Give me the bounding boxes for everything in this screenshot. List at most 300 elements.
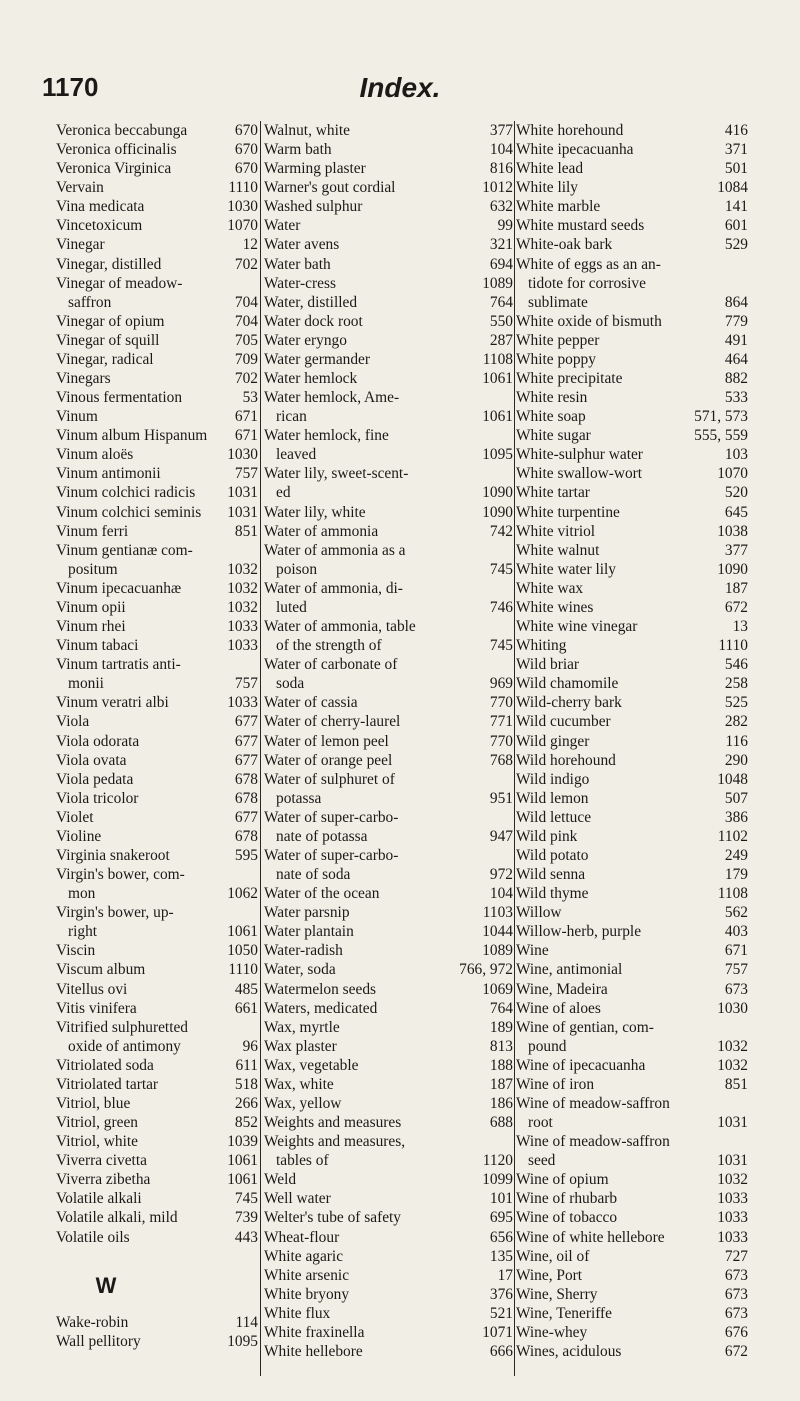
entry-term: White wine vinegar — [516, 618, 638, 636]
entry-page-ref: 851 — [234, 522, 258, 540]
index-entry — [264, 941, 513, 960]
entry-page-ref: 550 — [489, 312, 513, 330]
entry-page-ref: 1030 — [717, 999, 748, 1017]
index-entry — [264, 464, 513, 483]
entry-term: Waters, medicated — [264, 999, 378, 1017]
entry-term: Water germander — [264, 350, 371, 368]
index-entry — [56, 655, 258, 674]
index-entry — [56, 846, 258, 865]
entry-page-ref: 287 — [489, 331, 513, 349]
entry-term: Veronica beccabunga — [56, 122, 188, 139]
index-entry — [56, 1228, 258, 1247]
index-entry — [516, 674, 748, 693]
entry-term: Water of sulphuret of — [264, 770, 395, 788]
entry-page-ref: 704 — [234, 293, 258, 311]
entry-term: Wine of tobacco — [516, 1209, 618, 1227]
entry-page-ref: 972 — [489, 866, 513, 884]
entry-page-ref: 1039 — [227, 1133, 258, 1151]
entry-term: soda — [276, 675, 305, 693]
entry-page-ref: 694 — [489, 255, 513, 273]
entry-page-ref: 1012 — [482, 179, 513, 197]
index-entry — [264, 197, 513, 216]
entry-term: Water hemlock, Ame- — [264, 389, 400, 407]
column-divider — [514, 121, 515, 1376]
entry-term: Washed sulphur — [264, 198, 363, 216]
entry-page-ref: 518 — [234, 1075, 258, 1093]
entry-term: Wild thyme — [516, 885, 589, 903]
index-entry — [264, 922, 513, 941]
entry-page-ref: 757 — [234, 465, 258, 483]
index-entry — [56, 617, 258, 636]
entry-term: Wax, vegetable — [264, 1056, 359, 1074]
entry-term: Water dock root — [264, 312, 363, 330]
index-entry — [264, 884, 513, 903]
entry-page-ref: 1108 — [717, 885, 748, 903]
entry-page-ref: 1031 — [717, 1114, 748, 1132]
entry-term: White sugar — [516, 427, 591, 445]
entry-page-ref: 1095 — [227, 1332, 258, 1350]
index-entry — [264, 159, 513, 178]
entry-page-ref: 53 — [242, 389, 258, 407]
index-entry — [516, 579, 748, 598]
entry-page-ref: 529 — [724, 236, 748, 254]
entry-term: saffron — [68, 293, 112, 311]
index-entry — [264, 1132, 513, 1151]
entry-page-ref: 1120 — [482, 1152, 513, 1170]
entry-page-ref: 670 — [234, 141, 258, 159]
index-entry — [56, 445, 258, 464]
index-entry — [264, 445, 513, 464]
index-entry — [264, 655, 513, 674]
index-entry — [516, 980, 748, 999]
index-entry — [264, 1170, 513, 1189]
entry-term: Vinum ferri — [56, 522, 129, 540]
entry-page-ref: 864 — [724, 293, 748, 311]
entry-term: Water of orange peel — [264, 751, 393, 769]
entry-term: luted — [276, 598, 307, 616]
entry-term: White oxide of bismuth — [516, 312, 662, 330]
entry-term: Willow-herb, purple — [516, 923, 642, 941]
entry-page-ref: 1031 — [227, 503, 258, 521]
entry-term: Vinegar, distilled — [56, 255, 162, 273]
entry-term: White ipecacuanha — [516, 141, 634, 159]
index-entry — [516, 941, 748, 960]
index-entry — [264, 712, 513, 731]
entry-page-ref: 645 — [724, 503, 748, 521]
entry-term: nate of soda — [276, 866, 351, 884]
index-entry — [56, 598, 258, 617]
entry-term: Water of carbonate of — [264, 656, 398, 674]
entry-term: rican — [276, 408, 307, 426]
index-entry — [56, 922, 258, 941]
index-entry — [56, 1332, 258, 1351]
index-entry — [516, 1170, 748, 1189]
entry-term: Wine — [516, 942, 549, 960]
entry-page-ref: 1071 — [482, 1323, 513, 1341]
entry-page-ref: 671 — [724, 942, 748, 960]
index-entry — [516, 922, 748, 941]
entry-term: nate of potassa — [276, 827, 368, 845]
entry-page-ref: 443 — [234, 1228, 258, 1246]
index-entry — [516, 655, 748, 674]
index-entry — [56, 1313, 258, 1332]
entry-page-ref: 1061 — [227, 1152, 258, 1170]
entry-page-ref: 1033 — [227, 637, 258, 655]
index-entry — [264, 1151, 513, 1170]
entry-page-ref: 666 — [489, 1343, 513, 1360]
index-entry — [56, 827, 258, 846]
entry-term: Veronica officinalis — [56, 141, 177, 159]
entry-term: Viola odorata — [56, 732, 140, 750]
index-entry — [516, 636, 748, 655]
index-entry — [264, 541, 513, 560]
entry-term: Vitriol, green — [56, 1114, 138, 1132]
index-entry — [264, 331, 513, 350]
entry-term: Wine of white hellebore — [516, 1228, 665, 1246]
entry-term: Vinous fermentation — [56, 389, 183, 407]
index-entry — [264, 980, 513, 999]
index-entry — [264, 617, 513, 636]
entry-term: Violet — [56, 808, 94, 826]
entry-page-ref: 187 — [489, 1075, 513, 1093]
entry-page-ref: 1032 — [717, 1056, 748, 1074]
entry-page-ref: 746 — [489, 598, 513, 616]
entry-page-ref: 677 — [234, 751, 258, 769]
entry-term: White pepper — [516, 331, 600, 349]
entry-term: Wine of ipecacuanha — [516, 1056, 646, 1074]
entry-page-ref: 258 — [724, 675, 748, 693]
index-entry — [56, 293, 258, 312]
entry-term: Wine, Port — [516, 1266, 583, 1284]
entry-term: White-sulphur water — [516, 446, 643, 464]
entry-page-ref: 1099 — [482, 1171, 513, 1189]
entry-term: Wake-robin — [56, 1313, 129, 1331]
entry-term: Virginia snakeroot — [56, 846, 170, 864]
index-entry — [56, 674, 258, 693]
index-entry — [264, 1189, 513, 1208]
index-entry — [516, 770, 748, 789]
entry-page-ref: 764 — [489, 999, 513, 1017]
entry-term: Vinegars — [56, 370, 111, 388]
entry-term: Wax, yellow — [264, 1094, 342, 1112]
index-entry — [56, 712, 258, 731]
index-entry — [516, 1094, 748, 1113]
index-entry — [516, 1151, 748, 1170]
entry-term: oxide of antimony — [68, 1037, 181, 1055]
index-entry — [264, 1208, 513, 1227]
index-entry — [264, 369, 513, 388]
index-entry — [264, 483, 513, 502]
entry-page-ref: 672 — [724, 598, 748, 616]
entry-page-ref: 546 — [724, 656, 748, 674]
entry-term: White agaric — [264, 1247, 344, 1265]
entry-term: White water lily — [516, 560, 617, 578]
index-entry — [56, 693, 258, 712]
index-entry — [516, 808, 748, 827]
entry-term: Water of cassia — [264, 694, 358, 712]
entry-term: Weights and measures — [264, 1114, 402, 1132]
entry-term: Viverra civetta — [56, 1152, 147, 1170]
index-entry — [264, 388, 513, 407]
index-entry — [56, 1056, 258, 1075]
entry-term: Wines, acidulous — [516, 1343, 622, 1360]
index-entry — [516, 617, 748, 636]
index-entry — [516, 312, 748, 331]
index-entry — [516, 503, 748, 522]
index-entry — [516, 1056, 748, 1075]
index-entry — [516, 1189, 748, 1208]
index-entry — [516, 1285, 748, 1304]
entry-page-ref: 1069 — [482, 980, 513, 998]
index-entry — [516, 121, 748, 140]
entry-page-ref: 1061 — [482, 408, 513, 426]
index-entry — [264, 903, 513, 922]
entry-page-ref: 742 — [489, 522, 513, 540]
index-entry — [56, 1075, 258, 1094]
entry-page-ref: 377 — [489, 122, 513, 139]
entry-term: Vitriol, white — [56, 1133, 139, 1151]
index-entry — [56, 1208, 258, 1227]
entry-page-ref: 1090 — [482, 484, 513, 502]
entry-page-ref: 266 — [234, 1094, 258, 1112]
index-entry — [264, 674, 513, 693]
entry-page-ref: 491 — [724, 331, 748, 349]
entry-term: Vinum colchici radicis — [56, 484, 196, 502]
entry-term: White bryony — [264, 1285, 350, 1303]
entry-term: poison — [276, 560, 318, 578]
entry-page-ref: 141 — [724, 198, 748, 216]
index-entry — [264, 1247, 513, 1266]
index-entry — [516, 216, 748, 235]
entry-term: Vitriolated soda — [56, 1056, 154, 1074]
index-entry — [264, 598, 513, 617]
entry-page-ref: 947 — [489, 827, 513, 845]
index-entry — [264, 960, 513, 979]
entry-term: Whiting — [516, 637, 567, 655]
entry-term: White arsenic — [264, 1266, 350, 1284]
entry-page-ref: 179 — [724, 866, 748, 884]
entry-page-ref: 1033 — [717, 1228, 748, 1246]
entry-page-ref: 673 — [724, 1304, 748, 1322]
entry-page-ref: 571, 573 — [694, 408, 748, 426]
entry-page-ref: 1089 — [482, 942, 513, 960]
entry-page-ref: 739 — [234, 1209, 258, 1227]
index-entry — [264, 293, 513, 312]
entry-term: monii — [68, 675, 104, 693]
entry-term: Viverra zibetha — [56, 1171, 151, 1189]
index-entry — [56, 522, 258, 541]
entry-page-ref: 188 — [489, 1056, 513, 1074]
entry-page-ref: 672 — [724, 1343, 748, 1360]
entry-page-ref: 677 — [234, 732, 258, 750]
index-entry — [264, 140, 513, 159]
index-entry — [264, 274, 513, 293]
entry-page-ref: 1050 — [227, 942, 258, 960]
entry-page-ref: 186 — [489, 1094, 513, 1112]
page-number: 1170 — [42, 72, 99, 102]
entry-term: Wine of rhubarb — [516, 1190, 618, 1208]
entry-page-ref: 1033 — [717, 1209, 748, 1227]
index-entry — [264, 1266, 513, 1285]
entry-term: White swallow-wort — [516, 465, 643, 483]
index-entry — [516, 1132, 748, 1151]
index-entry — [264, 522, 513, 541]
entry-term: White lily — [516, 179, 578, 197]
entry-term: Viola pedata — [56, 770, 134, 788]
entry-term: White marble — [516, 198, 601, 216]
entry-term: Water avens — [264, 236, 340, 254]
index-entry — [56, 732, 258, 751]
entry-page-ref: 951 — [489, 789, 513, 807]
entry-page-ref: 135 — [489, 1247, 513, 1265]
index-entry — [56, 426, 258, 445]
entry-page-ref: 1103 — [482, 904, 513, 922]
index-entry — [516, 388, 748, 407]
entry-term: Water of cherry-laurel — [264, 713, 401, 731]
index-entry — [56, 255, 258, 274]
index-entry — [516, 1304, 748, 1323]
entry-page-ref: 485 — [234, 980, 258, 998]
entry-page-ref: 1032 — [227, 598, 258, 616]
index-entry — [264, 789, 513, 808]
index-entry — [516, 1323, 748, 1342]
entry-term: Wine of aloes — [516, 999, 601, 1017]
entry-page-ref: 1108 — [482, 350, 513, 368]
index-entry — [516, 293, 748, 312]
entry-page-ref: 656 — [489, 1228, 513, 1246]
index-entry — [264, 1075, 513, 1094]
entry-term: Wild cucumber — [516, 713, 611, 731]
index-entry — [516, 483, 748, 502]
entry-page-ref: 1070 — [717, 465, 748, 483]
index-entry — [516, 159, 748, 178]
entry-term: Water plantain — [264, 923, 354, 941]
entry-term: Vitriol, blue — [56, 1094, 131, 1112]
entry-term: Water of super-carbo- — [264, 846, 399, 864]
entry-term: White lead — [516, 160, 584, 178]
index-entry — [56, 369, 258, 388]
entry-term: Vitellus ovi — [56, 980, 128, 998]
entry-page-ref: 1030 — [227, 198, 258, 216]
entry-term: Vinum opii — [56, 598, 126, 616]
entry-term: Wine of iron — [516, 1075, 595, 1093]
entry-page-ref: 673 — [724, 980, 748, 998]
entry-term: Water lily, white — [264, 503, 366, 521]
index-entry — [56, 865, 258, 884]
entry-term: Wild lettuce — [516, 808, 592, 826]
index-entry — [264, 1285, 513, 1304]
index-entry — [516, 464, 748, 483]
entry-page-ref: 1110 — [228, 961, 258, 979]
index-entry — [264, 178, 513, 197]
entry-page-ref: 1062 — [227, 885, 258, 903]
index-entry — [56, 331, 258, 350]
entry-term: Wild lemon — [516, 789, 589, 807]
entry-page-ref: 709 — [234, 350, 258, 368]
index-entry — [56, 483, 258, 502]
index-entry — [516, 445, 748, 464]
entry-page-ref: 677 — [234, 808, 258, 826]
index-entry — [56, 197, 258, 216]
entry-page-ref: 116 — [725, 732, 748, 750]
index-entry — [56, 884, 258, 903]
index-entry — [56, 903, 258, 922]
entry-term: Water — [264, 217, 301, 235]
entry-term: Vinum antimonii — [56, 465, 161, 483]
index-entry — [264, 827, 513, 846]
entry-page-ref: 688 — [489, 1114, 513, 1132]
entry-page-ref: 768 — [489, 751, 513, 769]
entry-page-ref: 851 — [724, 1075, 748, 1093]
index-entry — [56, 751, 258, 770]
index-entry — [264, 732, 513, 751]
entry-term: Water of ammonia as a — [264, 541, 406, 559]
index-entry — [56, 159, 258, 178]
entry-page-ref: 705 — [234, 331, 258, 349]
entry-page-ref: 1038 — [717, 522, 748, 540]
entry-term: Vitriolated tartar — [56, 1075, 159, 1093]
entry-page-ref: 104 — [489, 885, 513, 903]
entry-page-ref: 290 — [724, 751, 748, 769]
entry-term: Vinum gentianæ com- — [56, 541, 193, 559]
entry-term: Wine, oil of — [516, 1247, 590, 1265]
index-entry — [264, 1094, 513, 1113]
entry-page-ref: 1033 — [227, 618, 258, 636]
entry-term: Vinum tartratis anti- — [56, 656, 181, 674]
index-entry — [264, 1037, 513, 1056]
index-entry — [516, 827, 748, 846]
entry-term: Warm bath — [264, 141, 332, 159]
entry-page-ref: 1090 — [482, 503, 513, 521]
entry-page-ref: 1032 — [717, 1037, 748, 1055]
entry-page-ref: 525 — [724, 694, 748, 712]
entry-term: Viola tricolor — [56, 789, 139, 807]
entry-term: Water parsnip — [264, 904, 350, 922]
index-entry — [264, 560, 513, 579]
entry-term: Vinum ipecacuanhæ — [56, 579, 182, 597]
index-entry — [264, 312, 513, 331]
entry-page-ref: 757 — [234, 675, 258, 693]
entry-term: Wine of meadow-saffron — [516, 1133, 670, 1151]
index-entry — [56, 560, 258, 579]
entry-page-ref: 766, 972 — [459, 961, 513, 979]
index-entry — [264, 216, 513, 235]
entry-page-ref: 386 — [724, 808, 748, 826]
entry-term: Volatile alkali — [56, 1190, 142, 1208]
index-entry — [56, 503, 258, 522]
entry-term: White hellebore — [264, 1343, 363, 1360]
index-entry — [56, 1094, 258, 1113]
entry-page-ref: 764 — [489, 293, 513, 311]
index-entry — [56, 579, 258, 598]
index-entry — [516, 960, 748, 979]
entry-term: Wax, myrtle — [264, 1018, 340, 1036]
index-column-1 — [56, 121, 258, 1351]
entry-term: Wax, white — [264, 1075, 334, 1093]
index-entry — [56, 388, 258, 407]
index-entry — [516, 235, 748, 254]
entry-term: Water of ammonia — [264, 522, 379, 540]
entry-page-ref: 1033 — [717, 1190, 748, 1208]
index-entry — [264, 255, 513, 274]
entry-page-ref: 595 — [234, 846, 258, 864]
entry-term: Water of the ocean — [264, 885, 380, 903]
entry-page-ref: 249 — [724, 846, 748, 864]
index-entry — [516, 140, 748, 159]
entry-term: Water hemlock — [264, 370, 358, 388]
entry-term: Walnut, white — [264, 122, 350, 139]
entry-term: Water, soda — [264, 961, 336, 979]
